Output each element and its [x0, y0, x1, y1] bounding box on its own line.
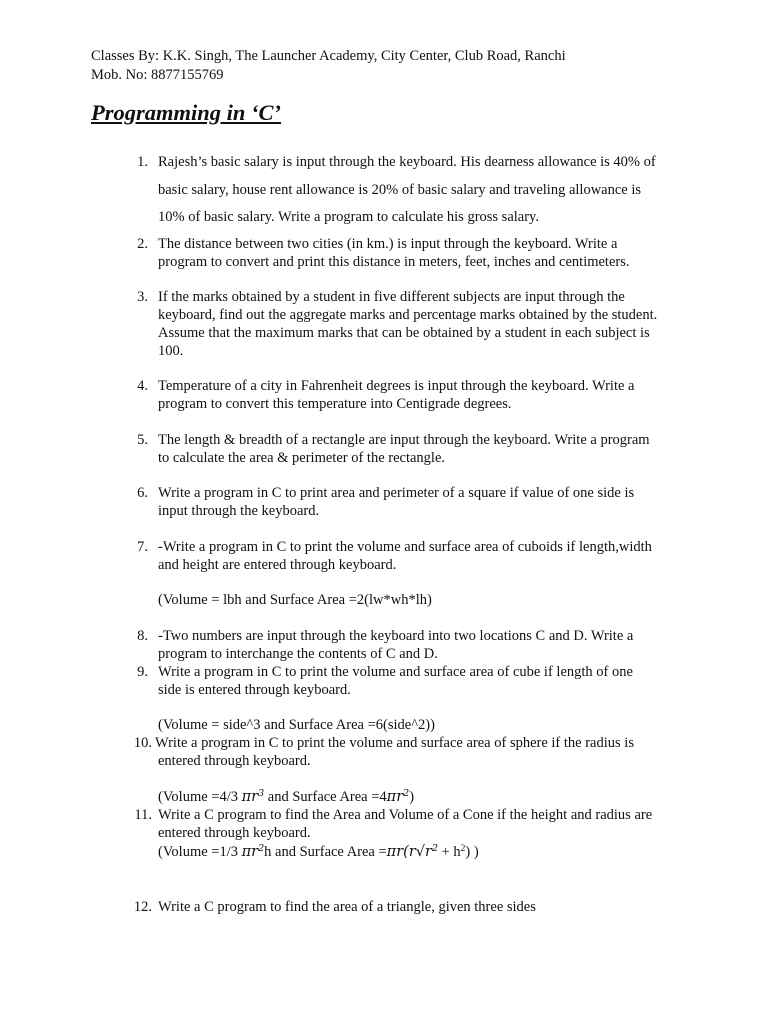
- question-text-line: program to convert this temperature into Centigrade degrees.: [158, 396, 512, 412]
- question-text-line: Write a program in C to print the volume and surface area of sphere if the radius is: [155, 735, 634, 751]
- header-mobile-line: Mob. No: 8877155769: [91, 67, 224, 83]
- header-academy-line: Classes By: K.K. Singh, The Launcher Academy, City Center, Club Road, Ranchi: [91, 48, 566, 64]
- question-text-line: 10% of basic salary. Write a program to calculate his gross salary.: [158, 209, 539, 225]
- question-text-line: and height are entered through keyboard.: [158, 557, 397, 573]
- question-text-line: Temperature of a city in Fahrenheit degrees is input through the keyboard. Write a: [158, 378, 635, 394]
- question-text-line: Write a program in C to print the volume and surface area of cube if length of one: [158, 664, 633, 680]
- question-text-line: program to convert and print this distance in meters, feet, inches and centimeters.: [158, 254, 630, 270]
- question-text-line: 100.: [158, 343, 184, 359]
- question-text-line: -Write a program in C to print the volume and surface area of cuboids if length,width: [158, 539, 652, 555]
- question-number: 6.: [137, 485, 148, 501]
- question-number: 8.: [137, 628, 148, 644]
- question-text-line: Rajesh’s basic salary is input through the keyboard. His dearness allowance is 40% of: [158, 154, 656, 170]
- question-text-line: program to interchange the contents of C and D.: [158, 646, 438, 662]
- question-text-line: The length & breadth of a rectangle are input through the keyboard. Write a program: [158, 432, 650, 448]
- question-text-line: The distance between two cities (in km.) is input through the keyboard. Write a: [158, 236, 618, 252]
- question-number: 5.: [137, 432, 148, 448]
- question-number: 7.: [137, 539, 148, 555]
- question-text-line: entered through keyboard.: [158, 825, 311, 841]
- formula-line: (Volume =1/3 $\pi r^2h$ and Surface Area $=\pi r(r√r^2 + h^2)$ ): [158, 843, 479, 860]
- question-number: 4.: [137, 378, 148, 394]
- question-text-line: keyboard, find out the aggregate marks and percentage marks obtained by the student.: [158, 307, 658, 323]
- question-text-line: Assume that the maximum marks that can be obtained by a student in each subject is: [158, 325, 650, 341]
- formula-line: (Volume = lbh and Surface Area =2(lw*wh*lh): [158, 592, 432, 608]
- question-text-line: entered through keyboard.: [158, 753, 311, 769]
- question-text-line: to calculate the area & perimeter of the rectangle.: [158, 450, 446, 466]
- question-number: 10.: [133, 735, 152, 751]
- question-text-line: side is entered through keyboard.: [158, 682, 351, 698]
- question-text-line: -Two numbers are input through the keyboard into two locations C and D. Write a: [158, 628, 634, 644]
- page-title: Programming in ‘C’: [91, 100, 282, 125]
- question-number: 3.: [137, 289, 148, 305]
- question-number: 11.: [134, 807, 152, 823]
- question-number: 2.: [137, 236, 148, 252]
- question-number: 12.: [133, 899, 152, 915]
- question-text-line: input through the keyboard.: [158, 503, 320, 519]
- formula-line: (Volume =4/3 $\pi r^3$ and Surface Area $=4\pi r^2$): [158, 788, 415, 805]
- question-text-line: basic salary, house rent allowance is 20% of basic salary and traveling allowance is: [158, 182, 642, 198]
- question-text-line: Write a C program to find the Area and Volume of a Cone if the height and radius are: [158, 807, 653, 823]
- question-text-line: Write a C program to find the area of a triangle, given three sides: [158, 899, 536, 915]
- question-text-line: If the marks obtained by a student in five different subjects are input through the: [158, 289, 625, 305]
- question-number: 9.: [137, 664, 148, 680]
- question-text-line: Write a program in C to print area and perimeter of a square if value of one side is: [158, 485, 635, 501]
- formula-line: (Volume = side^3 and Surface Area =6(side^2)): [158, 717, 435, 733]
- question-number: 1.: [137, 154, 148, 170]
